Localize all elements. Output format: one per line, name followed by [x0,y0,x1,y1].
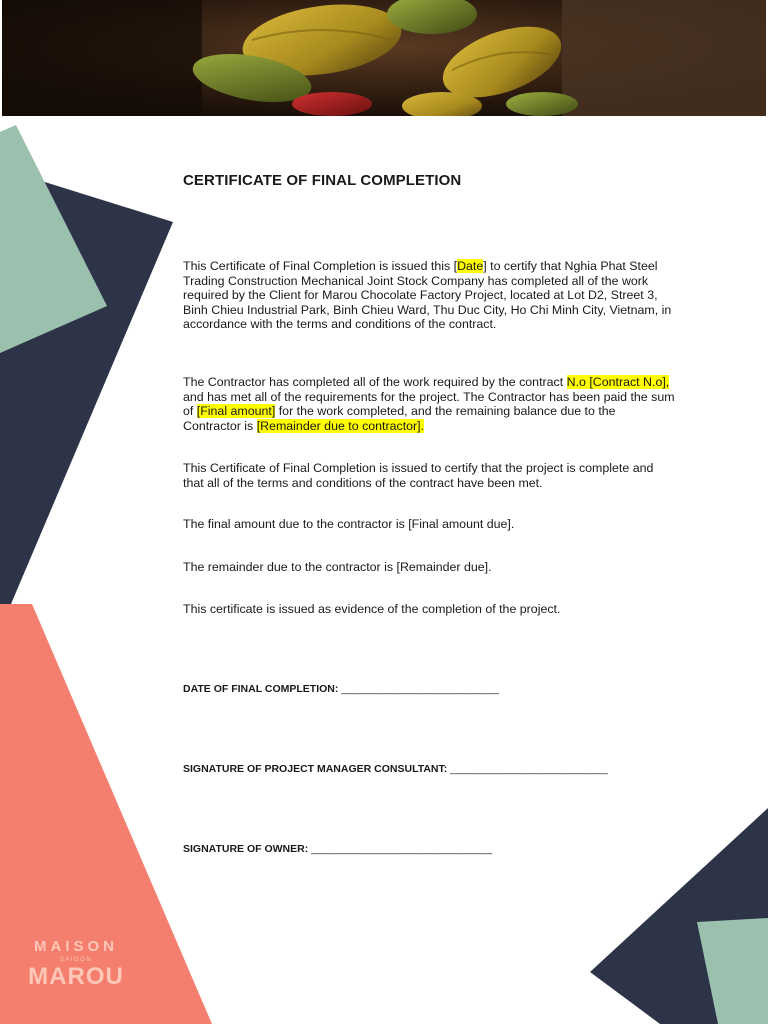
pm-signature-field [183,763,608,775]
p2-text-a: The Contractor has completed all of the work required by the contract [183,375,567,389]
p2-text-b: and has met all of the requirements for the project. The Contractor has been paid the sum of [183,389,675,419]
paragraph-remainder: The remainder due to the contractor is [Remainder due]. [183,560,492,574]
paragraph-contractor [183,375,675,433]
date-of-completion-line: ___________________________ [338,683,499,695]
maison-marou-logo [22,938,130,1004]
p1-text-b: ] to certify that Nghia Phat Steel Trading Construction Mechanical Joint Stock Company has completed all of the work required by the Client for Marou Chocolate Factory Project, located at Lot D2, Street 3, Binh Chieu Industrial Park, Binh Chieu Ward, Thu Duc City, Ho Chi Minh City, Vietnam, in accordance with the terms and conditions of the contract. [183,259,672,332]
logo-saigon: SAIGON [59,957,93,963]
pm-signature-label: SIGNATURE OF PROJECT MANAGER CONSULTANT: [183,763,448,775]
date-placeholder: Date [457,259,484,273]
paragraph-evidence: This certificate is issued as evidence of the completion of the project. [183,602,561,616]
p2-text-c: for the work completed, and the remaining balance due to the Contractor is [183,404,616,433]
owner-signature-line: _______________________________ [308,843,493,855]
final-amount-placeholder: [Final amount] [196,404,276,419]
contract-number-placeholder: N.o [Contract N.o], [566,375,670,389]
logo-marou: MAROU [28,963,124,990]
pm-signature-line: ___________________________ [447,763,608,775]
paragraph-project-complete: This Certificate of Final Completion is issued to certify that the project is complete and that all of the terms and conditions of the contract have been met. [183,461,654,490]
date-of-completion-label: DATE OF FINAL COMPLETION: [183,683,339,695]
paragraph-issuance [183,259,675,332]
paragraph-final-amount: The final amount due to the contractor is [Final amount due]. [183,517,515,531]
logo-maison: MAISON [34,938,118,955]
owner-signature-field [183,843,492,855]
remainder-placeholder: [Remainder due to contractor]. [256,418,425,433]
p1-text-a: This Certificate of Final Completion is issued this [ [183,259,458,273]
date-of-completion-field [183,683,499,695]
document-title: CERTIFICATE OF FINAL COMPLETION [183,172,462,189]
owner-signature-label: SIGNATURE OF OWNER: [183,843,309,855]
